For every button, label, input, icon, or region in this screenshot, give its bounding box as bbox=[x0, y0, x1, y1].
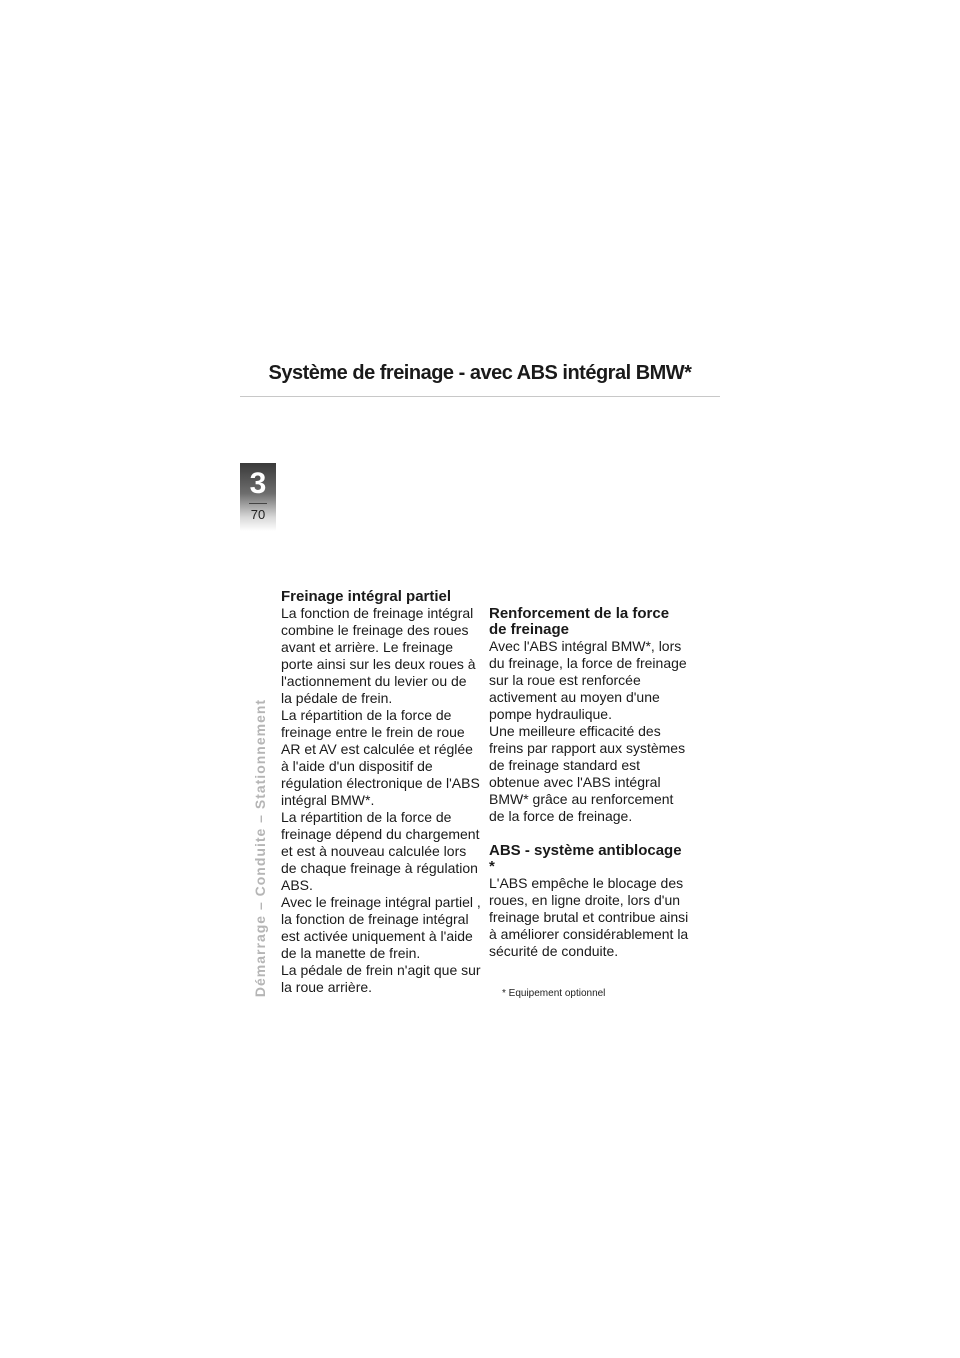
page-title: Système de freinage - avec ABS intégral BMW* bbox=[268, 362, 692, 384]
section-spacer bbox=[489, 825, 689, 843]
section-heading-freinage-integral: Freinage intégral partiel bbox=[281, 588, 452, 605]
page-number: 70 bbox=[250, 507, 266, 522]
paragraph: La fonction de freinage intégral combine le freinage des roues avant et arrière. Le freinage porte ainsi sur les deux roues à l'actionnement du levier ou de la pédale de frein. bbox=[281, 605, 476, 706]
left-column bbox=[281, 589, 481, 996]
paragraph: Une meilleure efficacité des freins par rapport aux systèmes de freinage standard est obtenue avec l'ABS intégral BMW* grâce au renforcement de la force de freinage. bbox=[489, 723, 686, 824]
title-divider bbox=[240, 396, 720, 397]
chapter-separator bbox=[249, 503, 267, 504]
paragraph: Avec l'ABS intégral BMW*, lors du freinage, la force de freinage sur la roue est renforcée activement au moyen d'une pompe hydraulique. bbox=[489, 638, 687, 722]
paragraph: L'ABS empêche le blocage des roues, en ligne droite, lors d'un freinage brutal et contribue ainsi à améliorer considérablement la sécurité de conduite. bbox=[489, 875, 689, 959]
paragraph: Avec le freinage intégral partiel , la fonction de freinage intégral est activée uniquement à l'aide de la manette de frein. bbox=[281, 894, 481, 961]
section-heading-renforcement: Renforcement de la force de freinage bbox=[489, 605, 670, 638]
chapter-side-label: Démarrage – Conduite – Stationnement bbox=[252, 698, 268, 998]
chapter-number: 3 bbox=[249, 467, 267, 500]
paragraph: La répartition de la force de freinage dépend du chargement et est à nouveau calculée lors de chaque freinage à régulation ABS. bbox=[281, 809, 480, 893]
section-heading-abs: ABS - système antiblocage * bbox=[489, 842, 682, 875]
chapter-tab bbox=[240, 463, 276, 531]
footnote: * Equipement optionnel bbox=[502, 988, 606, 999]
paragraph: La répartition de la force de freinage entre le frein de roue AR et AV est calculée et réglée à l'aide d'un dispositif de régulation électronique de l'ABS intégral BMW*. bbox=[281, 707, 480, 808]
paragraph: La pédale de frein n'agit que sur la roue arrière. bbox=[281, 962, 481, 995]
right-column bbox=[489, 606, 689, 960]
